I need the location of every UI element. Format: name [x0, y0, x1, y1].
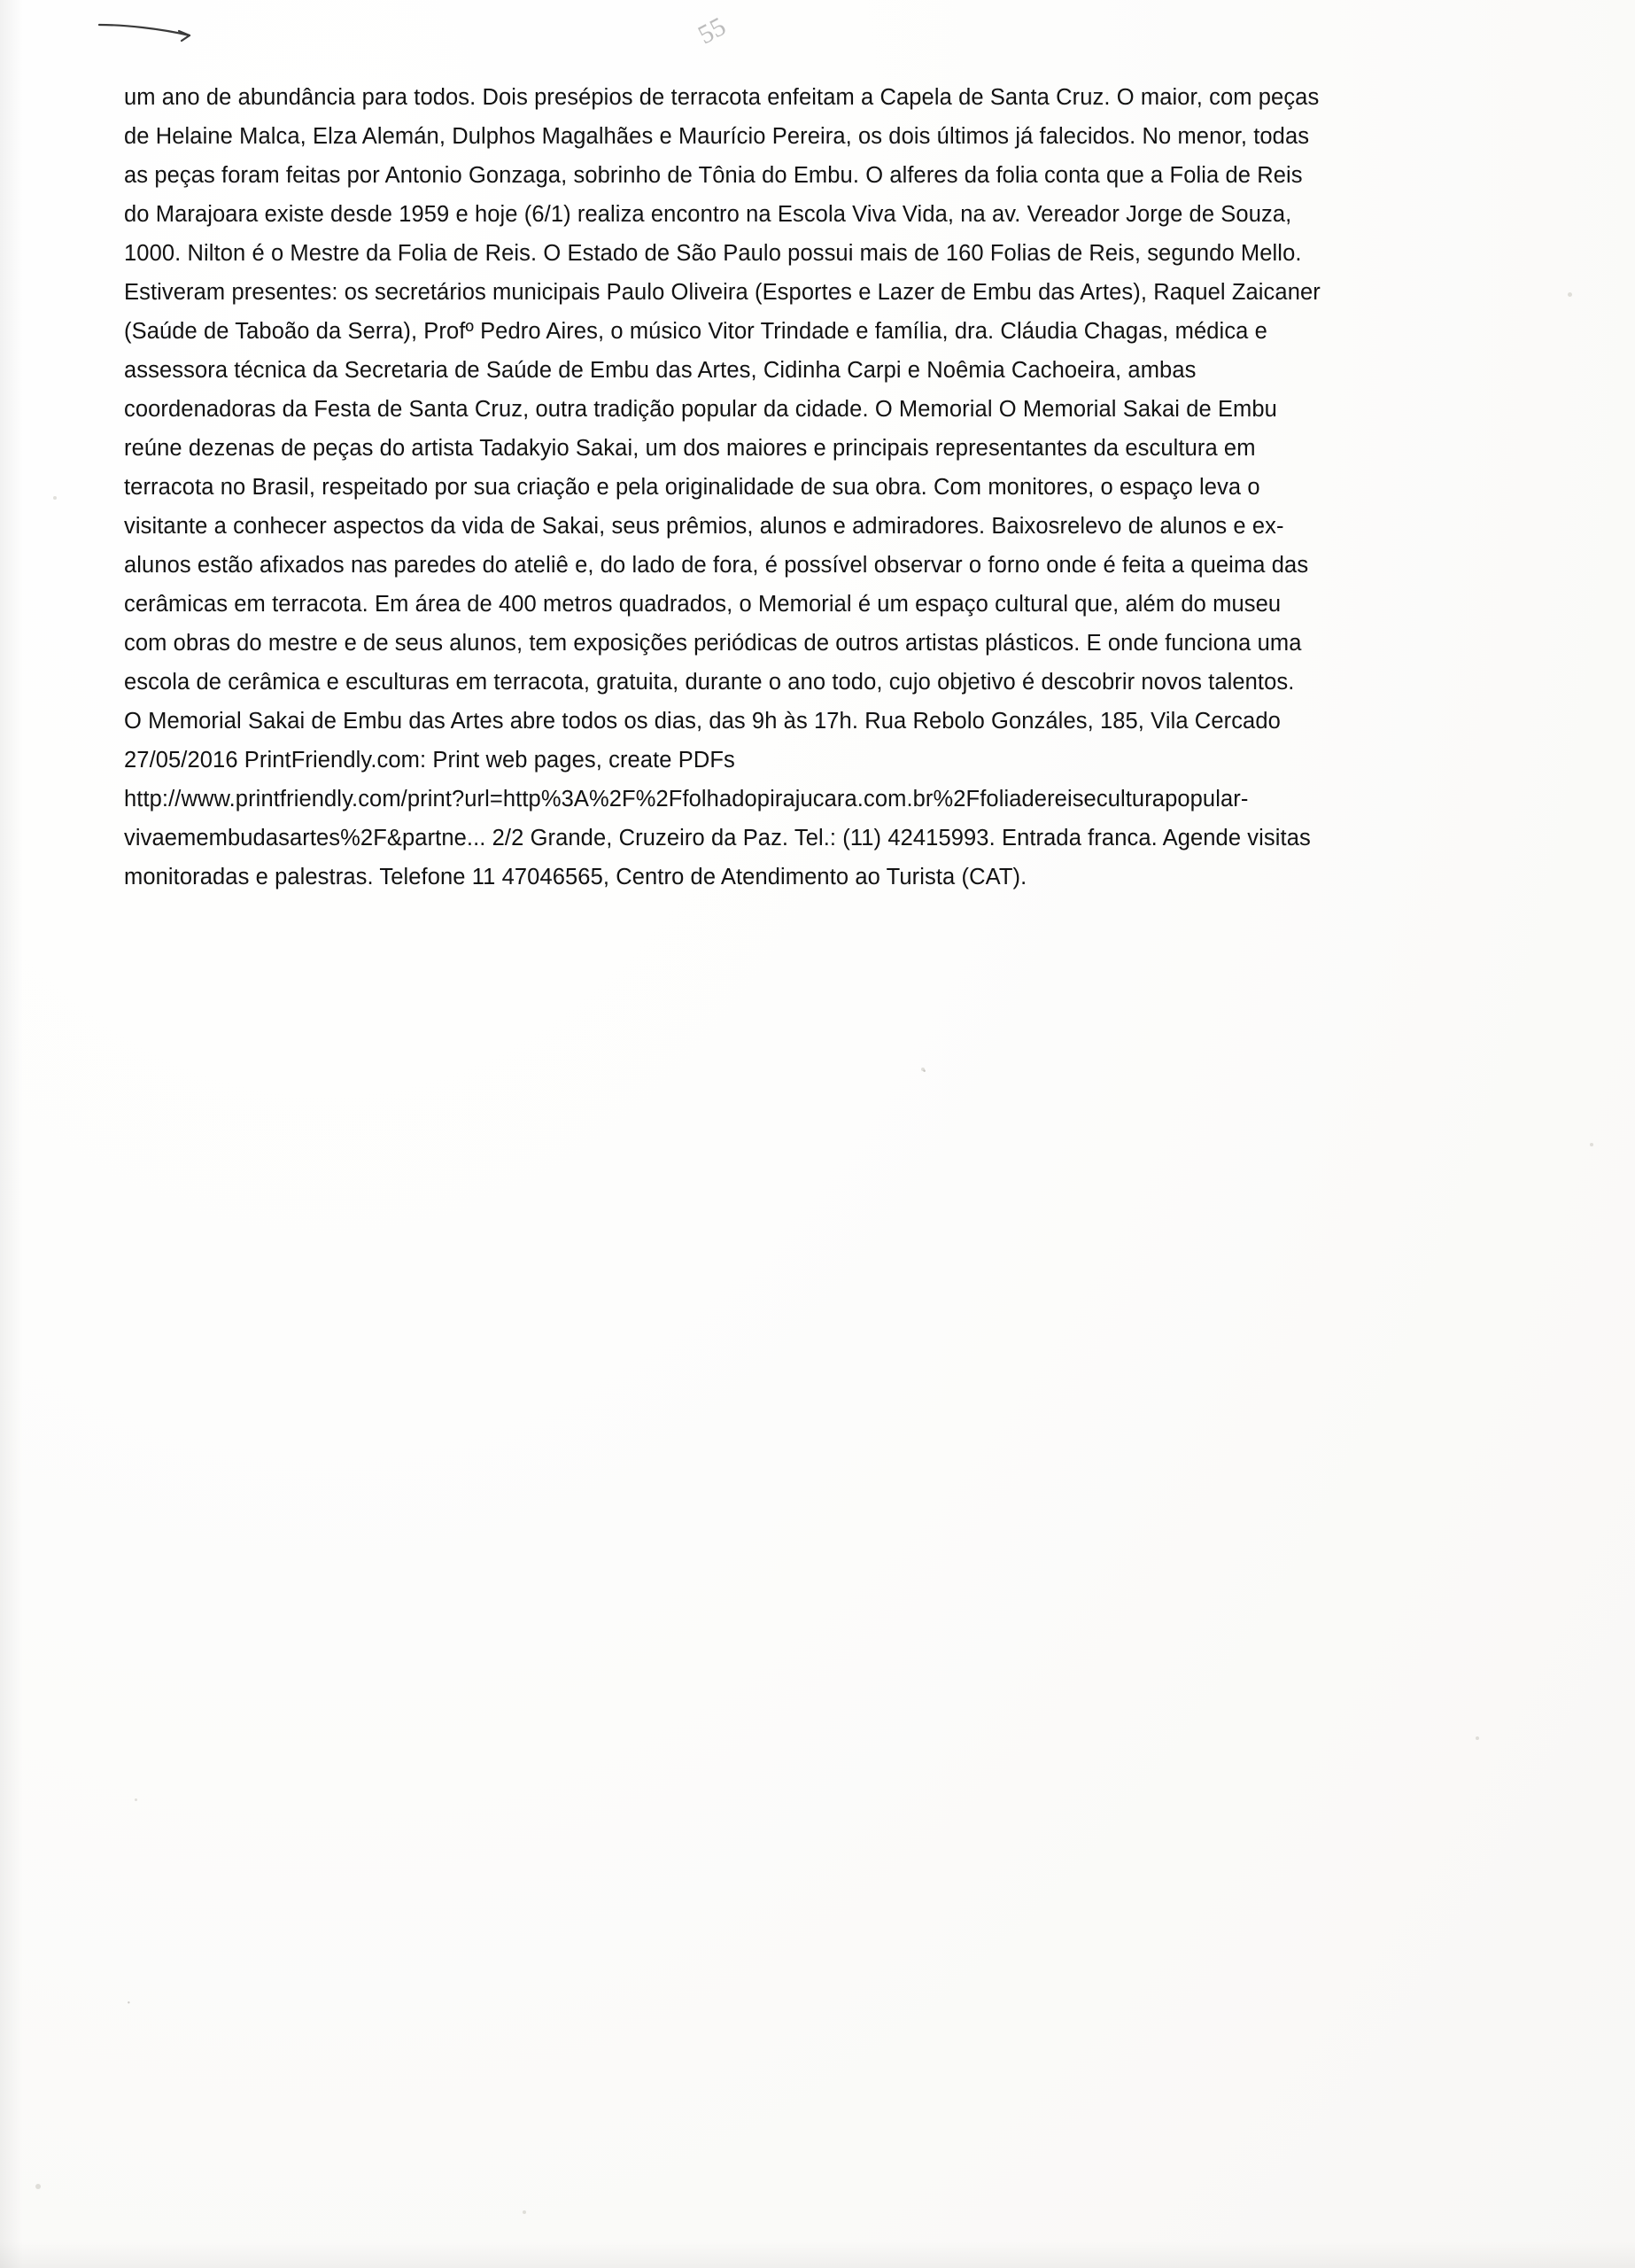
scan-speck [135, 1798, 137, 1801]
handwritten-arrow-icon [97, 19, 204, 46]
body-line: alunos estão afixados nas paredes do ateliê e, do lado de fora, é possível observar o forno onde é feita a queima das [124, 553, 1309, 578]
pencil-mark: · [126, 1993, 132, 2013]
body-line: vivaemembudasartes%2F&partne... 2/2 Grande, Cruzeiro da Paz. Tel.: (11) 42415993. Entrada franca. Agende visitas [124, 826, 1311, 850]
body-line: visitante a conhecer aspectos da vida de Sakai, seus prêmios, alunos e admiradores. Baixosrelevo de alunos e ex- [124, 514, 1284, 539]
document-body-text [124, 78, 1488, 897]
body-line: monitoradas e palestras. Telefone 11 47046565, Centro de Atendimento ao Turista (CAT). [124, 865, 1027, 889]
scan-speck [1590, 1143, 1593, 1146]
body-line: escola de cerâmica e esculturas em terracota, gratuita, durante o ano todo, cujo objetivo é descobrir novos talentos. [124, 670, 1295, 695]
page-left-shadow [0, 0, 23, 2268]
body-line: Estiveram presentes: os secretários municipais Paulo Oliveira (Esportes e Lazer de Embu das Artes), Raquel Zaicaner [124, 280, 1321, 305]
scan-speck [53, 496, 57, 500]
scan-speck [1568, 292, 1572, 297]
body-line: de Helaine Malca, Elza Alemán, Dulphos Magalhães e Maurício Pereira, os dois últimos já falecidos. No menor, todas [124, 124, 1310, 149]
body-line: coordenadoras da Festa de Santa Cruz, outra tradição popular da cidade. O Memorial O Memorial Sakai de Embu [124, 397, 1277, 422]
scan-speck [523, 2210, 526, 2214]
body-line: (Saúde de Taboão da Serra), Profº Pedro Aires, o músico Vitor Trindade e família, dra. Cláudia Chagas, médica e [124, 319, 1267, 344]
body-line: reúne dezenas de peças do artista Tadakyio Sakai, um dos maiores e principais representantes da escultura em [124, 436, 1256, 461]
pencil-mark: · [921, 1060, 928, 1082]
body-line: com obras do mestre e de seus alunos, tem exposições periódicas de outros artistas plásticos. E onde funciona uma [124, 631, 1302, 656]
scan-speck [1476, 1736, 1479, 1740]
body-line: um ano de abundância para todos. Dois presépios de terracota enfeitam a Capela de Santa Cruz. O maior, com peças [124, 85, 1320, 110]
body-line: cerâmicas em terracota. Em área de 400 metros quadrados, o Memorial é um espaço cultural que, além do museu [124, 592, 1282, 617]
body-line: O Memorial Sakai de Embu das Artes abre todos os dias, das 9h às 17h. Rua Rebolo Gonzáles, 185, Vila Cercado [124, 709, 1281, 734]
body-line: do Marajoara existe desde 1959 e hoje (6/1) realiza encontro na Escola Viva Vida, na av. Vereador Jorge de Souza, [124, 202, 1292, 227]
body-line: terracota no Brasil, respeitado por sua criação e pela originalidade de sua obra. Com monitores, o espaço leva o [124, 475, 1260, 500]
page-bottom-shadow [0, 2241, 1635, 2268]
scan-speck [35, 2184, 41, 2189]
body-line: 1000. Nilton é o Mestre da Folia de Reis. O Estado de São Paulo possui mais de 160 Folias de Reis, segundo Mello. [124, 241, 1302, 266]
body-line: as peças foram feitas por Antonio Gonzaga, sobrinho de Tônia do Embu. O alferes da folia conta que a Folia de Reis [124, 163, 1303, 188]
body-line: 27/05/2016 PrintFriendly.com: Print web pages, create PDFs [124, 748, 735, 773]
body-line-url: http://www.printfriendly.com/print?url=http%3A%2F%2Ffolhadopirajucara.com.br%2Ffoliadereiseculturapopular- [124, 787, 1249, 812]
page-number-scribble: 55 [693, 12, 731, 50]
body-line: assessora técnica da Secretaria de Saúde de Embu das Artes, Cidinha Carpi e Noêmia Cachoeira, ambas [124, 358, 1197, 383]
